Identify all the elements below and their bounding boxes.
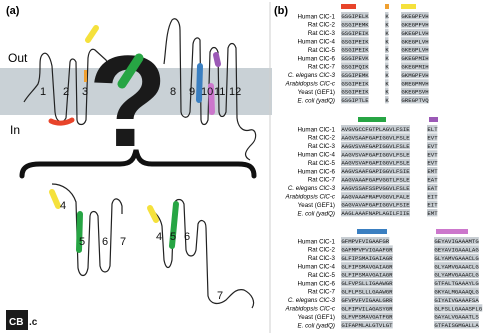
sequence-segment: GSGIPELK bbox=[341, 13, 369, 21]
sequence-segment: K bbox=[385, 13, 389, 21]
out-label: Out bbox=[8, 51, 28, 65]
sequence-segment: GKEGPSVH bbox=[401, 88, 429, 96]
zoom-helix-number-4-right: 4 bbox=[156, 231, 163, 243]
helix-number-3: 3 bbox=[82, 86, 89, 98]
sequence-segment: K bbox=[385, 88, 389, 96]
sequence-segment: EIT bbox=[427, 201, 438, 209]
species-label: Human ClC-1 bbox=[297, 126, 335, 134]
sequence-segment: GEYAVIGAAALAG bbox=[434, 246, 479, 254]
species-label: Rat ClC-5 bbox=[307, 271, 335, 279]
sequence-segment: GLFIPSMAVGAIAGR bbox=[341, 271, 393, 279]
panel-a-label: (a) bbox=[6, 5, 20, 17]
block3-bar-pink bbox=[436, 229, 468, 234]
sequence-segment: GSGIPEIK bbox=[341, 80, 369, 88]
sequence-segment: GLFVPSMAVGATFGR bbox=[341, 313, 393, 321]
sequence-segment: GKYALMGAAAQLG bbox=[434, 288, 479, 296]
yellow-segment-bottom-left bbox=[52, 192, 58, 206]
sequence-segment: GAGVAVAFGAPIGGVLFSIE bbox=[341, 201, 410, 209]
species-label: E. coli (yadQ) bbox=[297, 210, 335, 218]
sequence-segment: GKEGPLVH bbox=[401, 38, 429, 46]
sequence-segment: GAFMPVFVIGAAFGR bbox=[341, 246, 393, 254]
species-label: Yeast (GEF1) bbox=[297, 313, 335, 321]
sequence-segment: GKEGPFVH bbox=[401, 13, 429, 21]
journal-logo bbox=[6, 310, 38, 330]
species-label: Arabidopsis ClC-c bbox=[285, 80, 335, 88]
red-segment bbox=[51, 120, 72, 123]
helix-number-1: 1 bbox=[40, 86, 47, 98]
species-label: Human ClC-4 bbox=[297, 151, 335, 159]
logo-suffix-text: .c bbox=[29, 317, 38, 328]
sequence-segment: K bbox=[385, 97, 389, 105]
sequence-segment: GSGIPEIK bbox=[341, 88, 369, 96]
sequence-segment: GKMGPFVH bbox=[401, 71, 429, 79]
species-label: Rat ClC-5 bbox=[307, 159, 335, 167]
alignment-block-2 bbox=[284, 125, 438, 217]
sequence-segment: GLFVPSLLIGAAWGR bbox=[341, 280, 393, 288]
sequence-segment: GIYAIVGAAAFSA bbox=[434, 296, 479, 304]
sequence-segment: K bbox=[385, 55, 389, 63]
species-label: Human ClC-6 bbox=[297, 168, 335, 176]
orange-segment bbox=[84, 70, 87, 82]
zoom-helix-number-6-right: 6 bbox=[184, 231, 191, 243]
helix-number-9: 9 bbox=[189, 86, 196, 98]
alignment-block-3 bbox=[284, 237, 482, 329]
helix-number-10: 10 bbox=[201, 86, 214, 98]
block2-bar-purple bbox=[429, 117, 438, 122]
block3-bar-blue bbox=[357, 229, 387, 234]
sequence-segment: GREGPMVH bbox=[401, 80, 429, 88]
sequence-segment: GSGIPEMK bbox=[341, 71, 369, 79]
species-label: Rat ClC-7 bbox=[307, 176, 335, 184]
block1-bar-yellow bbox=[401, 4, 416, 9]
species-label: C. elegans ClC-3 bbox=[287, 297, 335, 305]
sequence-segment: EAT bbox=[427, 176, 438, 184]
sequence-segment: EVT bbox=[427, 134, 438, 142]
sequence-segment: GSGIPEIK bbox=[341, 38, 369, 46]
helix-number-12: 12 bbox=[229, 86, 242, 98]
sequence-segment: EVT bbox=[427, 142, 438, 150]
sequence-segment: AVGVGCCFGTPLAGVLFSIE bbox=[341, 126, 410, 134]
zoom-helix-number-7-right: 7 bbox=[217, 290, 224, 302]
sequence-segment: K bbox=[385, 21, 389, 29]
sequence-segment: GREGPTVQ bbox=[401, 97, 429, 105]
yellow-segment-bottom-right bbox=[150, 208, 156, 220]
zoom-topology-line-right bbox=[150, 200, 254, 309]
zoom-helix-number-6-left: 6 bbox=[102, 236, 109, 248]
species-label: Arabidopsis ClC-c bbox=[285, 193, 335, 201]
sequence-segment: AAGVSVAFGAPIGGVLFSLE bbox=[341, 159, 410, 167]
sequence-segment: GSGIPEIK bbox=[341, 29, 369, 37]
species-label: Human ClC-4 bbox=[297, 38, 335, 46]
in-label: In bbox=[10, 123, 21, 137]
sequence-segment: K bbox=[385, 38, 389, 46]
species-label: Arabidopsis ClC-c bbox=[285, 305, 335, 313]
sequence-segment: GSGIPEMK bbox=[341, 21, 369, 29]
sequence-segment: EAT bbox=[427, 184, 438, 192]
sequence-segment: K bbox=[385, 63, 389, 71]
sequence-segment: EVT bbox=[427, 159, 438, 167]
species-label: Human ClC-1 bbox=[297, 238, 335, 246]
sequence-segment: GKEGPFVH bbox=[401, 21, 429, 29]
species-label: Rat ClC-3 bbox=[307, 30, 335, 38]
sequence-segment: EMT bbox=[427, 210, 438, 218]
sequence-segment: GSGIPTLE bbox=[341, 97, 369, 105]
purple-segment-top bbox=[216, 55, 218, 64]
species-label: Human ClC-1 bbox=[297, 13, 335, 21]
sequence-segment: AAGVSAAFGAPIGGVLFSIE bbox=[341, 168, 410, 176]
logo-main-text: CB bbox=[9, 317, 24, 328]
sequence-segment: GIFAPMLALGTVLGT bbox=[341, 322, 393, 330]
sequence-segment: GFVPVFVIGAALGRR bbox=[341, 296, 393, 304]
species-label: Rat ClC-7 bbox=[307, 288, 335, 296]
species-label: Human ClC-6 bbox=[297, 55, 335, 63]
sequence-segment: GKEGPLVH bbox=[401, 29, 429, 37]
helix-number-11: 11 bbox=[214, 86, 226, 98]
sequence-segment: K bbox=[385, 80, 389, 88]
sequence-segment: GLYAMVGAAACLG bbox=[434, 271, 479, 279]
species-label: C. elegans ClC-3 bbox=[287, 72, 335, 80]
sequence-segment: GSGIPEIK bbox=[341, 46, 369, 54]
sequence-segment: K bbox=[385, 29, 389, 37]
species-label: Rat ClC-5 bbox=[307, 46, 335, 54]
sequence-segment: GSGIPQIK bbox=[341, 63, 369, 71]
sequence-segment: AAGVSVAFGAPIGGVLFSLE bbox=[341, 142, 410, 150]
zoom-topology-line-left bbox=[52, 184, 122, 276]
sequence-segment: GAYALVGAAATLS bbox=[434, 313, 479, 321]
species-label: E. coli (yadQ) bbox=[297, 322, 335, 330]
sequence-segment: GLFIPVILAGASYGR bbox=[341, 305, 393, 313]
sequence-segment: K bbox=[385, 46, 389, 54]
blue-segment-top bbox=[199, 66, 200, 100]
sequence-segment: GEYAVIGAAAMTG bbox=[434, 238, 479, 246]
species-label: C. elegans ClC-3 bbox=[287, 185, 335, 193]
sequence-segment: GLYAMVGAAACLG bbox=[434, 263, 479, 271]
sequence-segment: AAGLAAAFNAPLAGILFIIE bbox=[341, 210, 410, 218]
sequence-segment: AAGVAAAFRAPVGGVLFALE bbox=[341, 193, 410, 201]
species-label: Human ClC-6 bbox=[297, 280, 335, 288]
zoom-helix-number-5-left: 5 bbox=[79, 236, 86, 248]
sequence-segment: AAGVAAAFGAPVGGTLFSLE bbox=[341, 176, 410, 184]
species-label: Rat ClC-7 bbox=[307, 63, 335, 71]
sequence-segment: GLFIPSMAVGAIAGR bbox=[341, 263, 393, 271]
sequence-segment: EVT bbox=[427, 151, 438, 159]
species-label: E. coli (yadQ) bbox=[297, 97, 335, 105]
zoom-helix-number-7-left: 7 bbox=[120, 236, 127, 248]
block1-bar-orange bbox=[385, 4, 389, 9]
sequence-segment: GLFLPSLLLGAAWGR bbox=[341, 288, 393, 296]
sequence-segment: ELT bbox=[427, 126, 438, 134]
sequence-segment: AAGVSSAFSSPVGGVLFSLE bbox=[341, 184, 410, 192]
species-label: Rat ClC-3 bbox=[307, 255, 335, 263]
helix-number-2: 2 bbox=[63, 86, 70, 98]
block1-bar-red bbox=[341, 4, 356, 9]
sequence-segment: GLFIPSMAIGAIAGR bbox=[341, 254, 393, 262]
species-label: Rat ClC-2 bbox=[307, 134, 335, 142]
sequence-segment: GFMPVFVIGAAFGR bbox=[341, 238, 390, 246]
panel-b-label: (b) bbox=[274, 5, 289, 17]
species-label: Rat ClC-2 bbox=[307, 21, 335, 29]
species-label: Rat ClC-3 bbox=[307, 143, 335, 151]
species-label: Human ClC-4 bbox=[297, 263, 335, 271]
sequence-segment: GKEGPLVH bbox=[401, 46, 429, 54]
sequence-segment: GTFAISGMGALLA bbox=[434, 322, 479, 330]
sequence-segment: EIT bbox=[427, 193, 438, 201]
sequence-segment: AAGVSAAFGAPIGGVLFSLE bbox=[341, 134, 410, 142]
alignment-block-1 bbox=[284, 12, 429, 104]
sequence-segment: GLFSLLGAAASFLG bbox=[434, 305, 483, 313]
species-label: Yeast (GEF1) bbox=[297, 88, 335, 96]
sequence-segment: EMT bbox=[427, 168, 438, 176]
zoom-helix-number-5-right: 5 bbox=[170, 231, 177, 243]
species-label: Yeast (GEF1) bbox=[297, 201, 335, 209]
block2-bar-green bbox=[358, 117, 386, 122]
helix-number-8: 8 bbox=[170, 86, 177, 98]
sequence-segment: GTFALTGAAAYLG bbox=[434, 280, 479, 288]
sequence-segment: AAGVSVAFGAPIGGVLFSLE bbox=[341, 151, 410, 159]
sequence-segment: GLYAMVGAAACLG bbox=[434, 254, 479, 262]
sequence-segment: GSGIPEVK bbox=[341, 55, 369, 63]
sequence-segment: GKEGPMIH bbox=[401, 55, 429, 63]
species-label: Rat ClC-2 bbox=[307, 246, 335, 254]
question-mark: ? bbox=[88, 28, 168, 174]
sequence-segment: GKEGPMIH bbox=[401, 63, 429, 71]
zoom-helix-number-4-left: 4 bbox=[60, 200, 67, 212]
sequence-segment: K bbox=[385, 71, 389, 79]
